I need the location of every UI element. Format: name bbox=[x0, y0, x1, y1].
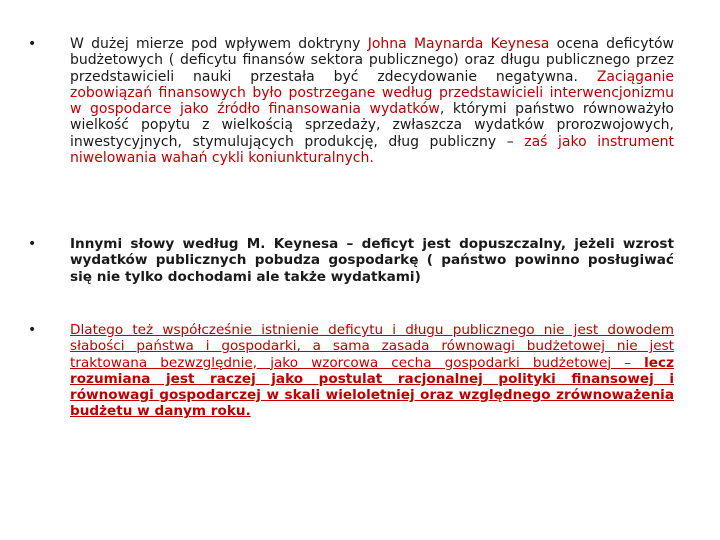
text-segment-underlined-bold: lecz rozumiana jest raczej jako postulat racjonalnej polityki finansowej i równowagi gospodarczej w skali wieloletniej oraz względnego zrównoważenia budżetu w danym roku. bbox=[70, 354, 674, 420]
paragraph-text-bold: Innymi słowy według M. Keynesa – deficyt jest dopuszczalny, jeżeli wzrost wydatków publicznych pobudza gospodarkę ( państwo powinno posługiwać się nie tylko dochodami ale także wydatkami) bbox=[70, 236, 674, 285]
text-segment: W dużej mierze pod wpływem doktryny bbox=[70, 36, 368, 52]
text-segment-highlight: Zaciąganie zobowiązań finansowych było postrzegane według przedstawicieli interwencjonizmu w gospodarce jako źródło finansowania wydatków bbox=[70, 68, 674, 118]
bullet-paragraph-budget-balance bbox=[24, 322, 674, 420]
text-segment-underlined: Dlatego też współcześnie istnienie deficytu i długu publicznego nie jest dowodem słabości państwa i gospodarki, a sama zasada równowagi budżetowej nie jest traktowana bezwzględnie, jako wzorcowa cecha gospodarki budżetowej – bbox=[70, 322, 674, 371]
paragraph-text-underlined bbox=[70, 322, 674, 420]
text-segment-highlight: zaś jako instrument niwelowania wahań cykli koniunkturalnych. bbox=[70, 133, 674, 167]
bullet-marker: • bbox=[28, 36, 37, 52]
bullet-paragraph-keynes-doctrine bbox=[24, 36, 674, 166]
text-segment-highlight: Johna Maynarda Keynesa bbox=[367, 36, 550, 52]
bullet-marker: • bbox=[28, 322, 37, 338]
text-segment: ocena deficytów budżetowych ( deficytu finansów sektora publicznego) oraz długu publicznego przez przedstawicieli nauki przestała być zdecydowanie negatywna. bbox=[70, 36, 674, 85]
bullet-paragraph-deficit-acceptable bbox=[24, 236, 674, 285]
paragraph-text bbox=[70, 36, 674, 166]
text-segment: , którymi państwo równoważyło wielkość popytu z wielkością sprzedaży, zwłaszcza wydatków prorozwojowych, inwestycyjnych, stymulujących produkcję, dług publiczny – bbox=[70, 101, 675, 150]
bullet-marker: • bbox=[28, 236, 37, 252]
